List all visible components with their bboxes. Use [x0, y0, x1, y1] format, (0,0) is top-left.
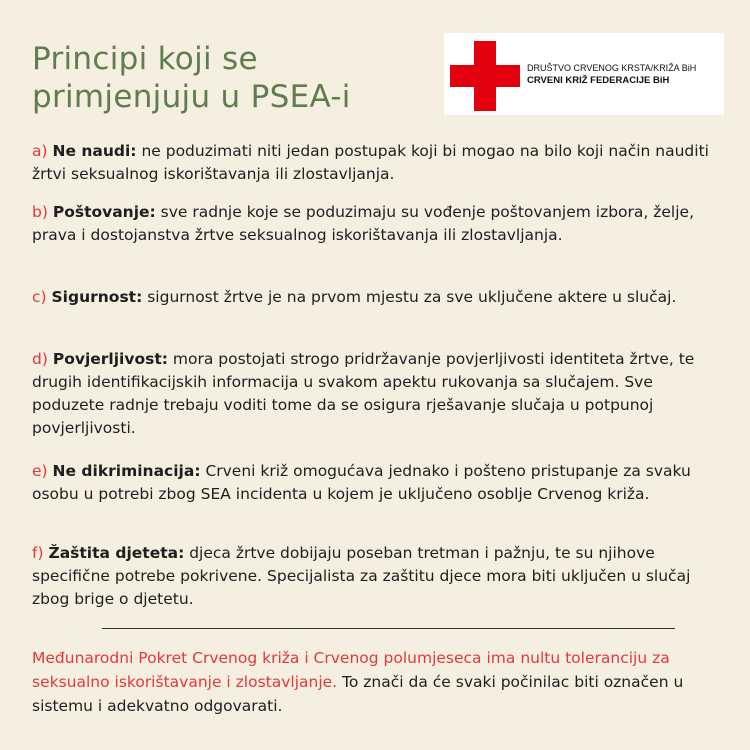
principle-text: mora postojati strogo pridržavanje povjerljivosti identiteta žrtve, te drugih identifikacijskih informacija u svakom apektu rukovanja sa slučajem. Sve poduzete radnje trebaju voditi tome da se osigura rješavanje slučaja u potpunoj povjerljivosti.: [32, 350, 695, 437]
principle-text: djeca žrtve dobijaju poseban tretman i pažnju, te su njihove specifične potrebe pokrivene. Specijalista za zaštitu djece mora biti uključen u slučaj zbog brige o djetetu.: [32, 544, 691, 608]
footer-text: To znači da će svaki počinilac biti označen u sistemu i adekvatno odgovarati.: [32, 673, 684, 715]
principle-term: Žaštita djeteta:: [48, 544, 185, 562]
principle-d: [32, 348, 722, 440]
principle-term: Ne naudi:: [52, 142, 137, 160]
red-cross-icon: [450, 41, 520, 111]
principle-term: Ne dikriminacija:: [52, 462, 201, 480]
principle-letter: c): [32, 288, 47, 306]
principle-letter: b): [32, 203, 48, 221]
principle-text: sigurnost žrtve je na prvom mjestu za sve uključene aktere u slučaj.: [142, 288, 677, 306]
title-line-2: primjenjuju u PSEA-i: [32, 79, 351, 115]
principle-b: [32, 201, 722, 247]
principle-term: Poštovanje:: [52, 203, 156, 221]
logo-federation-name: CRVENI KRIŽ FEDERACIJE BiH: [527, 75, 670, 86]
title-line-1: Principi koji se: [32, 41, 258, 77]
principle-e: [32, 460, 722, 506]
principle-term: Sigurnost:: [51, 288, 143, 306]
principle-letter: a): [32, 142, 48, 160]
divider: [102, 628, 675, 629]
page-title: [32, 40, 351, 116]
principle-text: Crveni križ omogućava jednako i pošteno pristupanje za svaku osobu u potrebi zbog SEA incidenta u kojem je uključeno osoblje Crvenog križa.: [32, 462, 691, 503]
principle-text: sve radnje koje se poduzimaju su vođenje poštovanjem izbora, želje, prava i dostojanstva žrtve seksualnog iskorištavanja ili zlostavljanja.: [32, 203, 694, 244]
principle-c: [32, 286, 722, 309]
principle-letter: f): [32, 544, 44, 562]
red-cross-logo: [444, 33, 724, 115]
logo-org-name: DRUŠTVO CRVENOG KRSTA/KRIŽA BiH: [527, 63, 697, 73]
principle-f: [32, 542, 722, 611]
principle-text: ne poduzimati niti jedan postupak koji bi mogao na bilo koji način nauditi žrtvi seksualnog iskorištavanja ili zlostavljanja.: [32, 142, 709, 183]
principle-letter: d): [32, 350, 48, 368]
principle-a: [32, 140, 722, 186]
principle-term: Povjerljivost:: [52, 350, 168, 368]
principle-letter: e): [32, 462, 48, 480]
footer-statement: [32, 646, 722, 718]
footer-highlight: Međunarodni Pokret Crvenog križa i Crvenog polumjeseca ima nultu toleranciju za seksualno iskorištavanje i zlostavljanje.: [32, 649, 670, 691]
